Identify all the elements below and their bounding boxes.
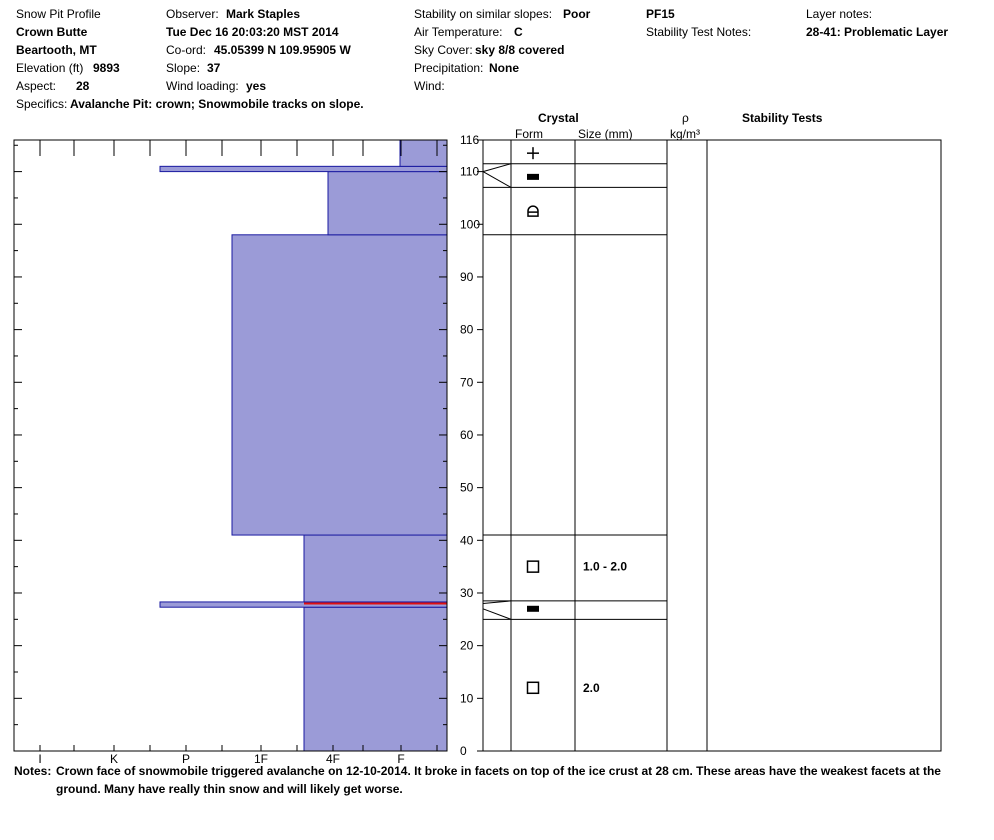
ice-crust-symbol xyxy=(527,174,539,180)
boundary-connector xyxy=(483,164,511,172)
hardness-layer-bar xyxy=(304,607,447,751)
profile-label: Snow Pit Profile xyxy=(16,7,101,21)
density-unit-header: kg/m³ xyxy=(670,127,700,141)
slope-label: Slope: xyxy=(166,61,201,75)
aspect-value: 28 xyxy=(76,79,90,93)
wind-loading-value: yes xyxy=(246,79,267,93)
crystal-header: Crystal xyxy=(538,111,579,125)
depth-tick-label: 80 xyxy=(460,322,474,337)
faceted-crystal-symbol xyxy=(528,682,539,693)
hardness-tick-label: 4F xyxy=(325,752,341,766)
precip-value: None xyxy=(489,61,519,75)
boundary-connector xyxy=(483,609,511,620)
notes-line-1: Crown face of snowmobile triggered avalanche on 12-10-2014. It broke in facets on top of the ice crust at 28 cm. These areas have the weakest facets at the xyxy=(56,764,941,778)
observer-label: Observer: xyxy=(166,7,219,21)
air-temp-value: C xyxy=(514,25,523,39)
aspect-label: Aspect: xyxy=(16,79,57,93)
depth-tick-label: 70 xyxy=(460,375,474,390)
location: Beartooth, MT xyxy=(16,43,97,57)
density-symbol-header: ρ xyxy=(682,111,689,125)
sky-label: Sky Cover: xyxy=(414,43,473,57)
stability-tests-header: Stability Tests xyxy=(742,111,823,125)
hardness-layer-bar xyxy=(160,166,447,171)
depth-tick-label: 30 xyxy=(460,585,474,600)
precipitation-particle-symbol xyxy=(527,147,539,159)
crystal-size-label: 2.0 xyxy=(583,680,600,695)
crust-bar xyxy=(527,174,539,180)
depth-tick-label: 116 xyxy=(460,133,480,147)
facet-square xyxy=(528,682,539,693)
observer-value: Mark Staples xyxy=(226,7,301,21)
crust-bar xyxy=(527,606,539,612)
crystal-table-frame xyxy=(483,140,941,751)
depth-tick-label: 50 xyxy=(460,480,474,495)
hardness-tick-label: P xyxy=(181,752,191,766)
hardness-tick-label: F xyxy=(397,752,405,766)
hardness-layer-bar xyxy=(304,535,447,602)
depth-tick-label: 20 xyxy=(460,638,474,653)
hardness-layer-bar xyxy=(400,140,447,166)
rounding-facet-symbol xyxy=(528,206,538,216)
elevation-label: Elevation (ft) xyxy=(16,61,84,75)
test-code: PF15 xyxy=(646,7,675,21)
stability-label: Stability on similar slopes: xyxy=(414,7,553,21)
notes-line-2: ground. Many have really thin snow and will likely get worse. xyxy=(56,782,403,796)
size-header: Size (mm) xyxy=(578,127,633,141)
slope-value: 37 xyxy=(207,61,221,75)
hardness-layer-bar xyxy=(232,235,447,535)
site-name: Crown Butte xyxy=(16,25,88,39)
stability-value: Poor xyxy=(563,7,591,21)
layer-notes-value: 28-41: Problematic Layer xyxy=(806,25,949,39)
depth-tick-label: 10 xyxy=(460,691,474,706)
elevation-value: 9893 xyxy=(93,61,120,75)
rounding-shape xyxy=(528,206,538,216)
specifics-label: Specifics: xyxy=(16,97,68,111)
form-header: Form xyxy=(515,127,543,141)
notes-label: Notes: xyxy=(14,764,52,778)
depth-tick-label: 60 xyxy=(460,427,474,442)
coord-label: Co-ord: xyxy=(166,43,207,57)
wind-label: Wind: xyxy=(414,79,445,93)
air-temp-label: Air Temperature: xyxy=(414,25,503,39)
depth-tick-label: 0 xyxy=(460,744,467,758)
layer-notes-label: Layer notes: xyxy=(806,7,873,21)
wind-loading-label: Wind loading: xyxy=(166,79,239,93)
facet-square xyxy=(528,561,539,572)
stability-test-notes-label: Stability Test Notes: xyxy=(646,25,752,39)
crystal-size-label: 1.0 - 2.0 xyxy=(583,559,628,574)
sky-value: sky 8/8 covered xyxy=(475,43,565,57)
hardness-layer-bar xyxy=(328,172,447,235)
depth-tick-label: 90 xyxy=(460,269,474,284)
ice-crust-symbol xyxy=(527,606,539,612)
boundary-connector xyxy=(483,172,511,188)
depth-tick-label: 40 xyxy=(460,533,474,548)
coord-value: 45.05399 N 109.95905 W xyxy=(214,43,351,57)
datetime: Tue Dec 16 20:03:20 MST 2014 xyxy=(166,25,339,39)
depth-tick-label: 100 xyxy=(460,217,481,232)
hardness-tick-label: 1F xyxy=(253,752,269,766)
hardness-tick-label: I xyxy=(38,752,42,766)
precip-label: Precipitation: xyxy=(414,61,484,75)
depth-tick-label: 110 xyxy=(460,164,480,179)
hardness-tick-label: K xyxy=(109,752,119,766)
specifics-value: Avalanche Pit: crown; Snowmobile tracks on slope. xyxy=(70,97,364,111)
faceted-crystal-symbol xyxy=(528,561,539,572)
